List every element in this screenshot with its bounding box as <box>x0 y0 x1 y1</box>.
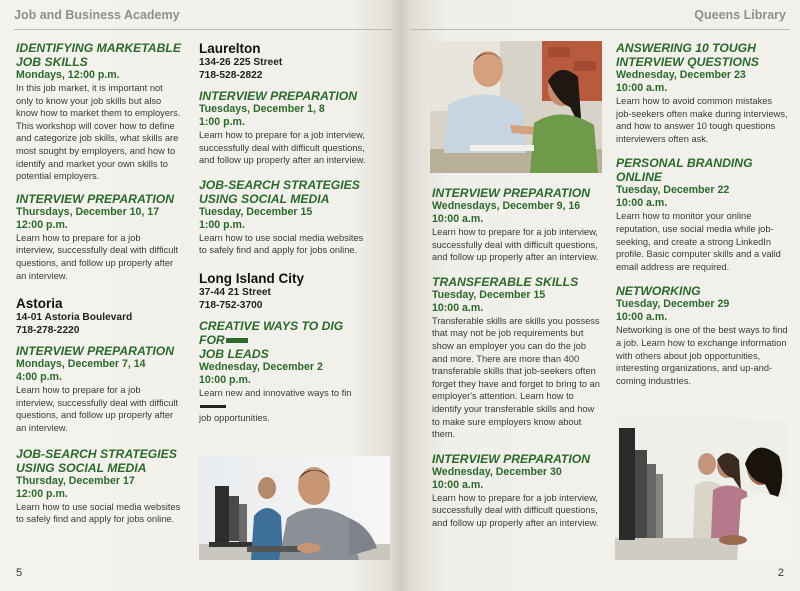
event-time: 10:00 a.m. <box>616 197 668 210</box>
event-time: 10:00 a.m. <box>616 82 668 94</box>
event-time: 10:00 a.m. <box>432 478 484 491</box>
event-when: Wednesday, December 23 <box>616 69 746 81</box>
event-creative-ways <box>199 319 371 425</box>
event-title: JOB-SEARCH STRATEGIES USING SOCIAL MEDIA <box>16 446 177 475</box>
event-interview-prep <box>432 186 604 264</box>
event-time: 1:00 p.m. <box>199 116 245 128</box>
event-title: JOB-SEARCH STRATEGIES USING SOCIAL MEDIA <box>199 177 360 206</box>
event-text: Learn how to prepare for a job interview, successfully deal with difficult questions, and follow up properly after an interview. <box>199 130 366 166</box>
event-text: Learn how to prepare for a job interview, successfully deal with difficult questions, and follow up properly after an interview. <box>432 227 599 263</box>
event-text: Learn how to prepare for a job interview, successfully deal with difficult questions, and follow up properly after an interview. <box>432 492 599 528</box>
branch-laurelton <box>199 41 371 257</box>
event-when: Tuesday, December 15 <box>432 288 546 301</box>
event-text-part: Learn new and innovative ways to fin <box>199 387 352 398</box>
branch-phone: 718-752-3700 <box>199 299 263 311</box>
event-networking <box>616 284 788 387</box>
branch-phone: 718-528-2822 <box>199 70 263 81</box>
event-time: 10:00 p.m. <box>199 373 251 386</box>
event-text: Learn how to use social media websites to safely find and apply for jobs online. <box>16 501 181 525</box>
event-time: 12:00 p.m. <box>16 218 68 231</box>
event-text: Learn how to use social media websites to safely find and apply for jobs online. <box>199 232 364 256</box>
event-text-line2: job opportunities. <box>199 413 270 424</box>
branch-name: Astoria <box>16 296 63 312</box>
event-title-part: CREATIVE WAYS TO DIG FOR <box>199 318 344 347</box>
header-rule <box>410 29 790 30</box>
event-when: Tuesday, December 22 <box>616 184 730 197</box>
event-when: Tuesday, December 15 <box>199 205 313 218</box>
event-text <box>199 387 371 412</box>
branch-long-island-city <box>199 271 371 425</box>
left-column-1 <box>16 41 181 535</box>
event-when: Mondays, 12:00 p.m. <box>16 69 120 81</box>
print-smudge <box>200 405 226 408</box>
event-title: NETWORKING <box>616 284 701 299</box>
page-number-left: 5 <box>16 567 23 579</box>
right-page <box>400 0 800 591</box>
event-time: 1:00 p.m. <box>199 218 245 231</box>
event-time: 12:00 p.m. <box>16 487 68 500</box>
event-text: Learn how to prepare for a job interview, successfully deal with difficult questions, and follow up properly after an interview. <box>16 385 179 433</box>
event-title: ANSWERING 10 TOUGH INTERVIEW QUESTIONS <box>616 41 759 69</box>
header-rule <box>14 29 392 30</box>
photo-interview-handshake <box>430 41 602 173</box>
photo-man-at-computer <box>199 456 390 560</box>
print-smudge <box>226 338 248 343</box>
event-identifying-skills <box>16 41 181 183</box>
event-when: Mondays, December 7, 14 <box>16 358 146 371</box>
branch-address: 134-26 225 Street <box>199 57 283 68</box>
page-number-right: 2 <box>777 567 784 579</box>
event-social-media <box>16 447 181 526</box>
event-interview-prep <box>16 192 181 282</box>
right-column-2 <box>616 41 788 396</box>
event-personal-branding <box>616 156 788 273</box>
event-when: Wednesday, December 2 <box>199 360 323 373</box>
photo-women-at-computers <box>615 420 788 560</box>
event-when: Wednesday, December 30 <box>432 465 562 478</box>
event-title: INTERVIEW PREPARATION <box>16 191 174 206</box>
event-title: INTERVIEW PREPARATION <box>432 451 590 466</box>
event-when: Tuesdays, December 1, 8 <box>199 103 325 115</box>
event-title: IDENTIFYING MARKETABLE JOB SKILLS <box>16 41 181 69</box>
event-title: PERSONAL BRANDING ONLINE <box>616 156 753 185</box>
event-text: Learn how to monitor your online reputation, use social media while job-seeking, and create a strong LinkedIn profile. Basic computer skills and a valid email address are required. <box>616 211 781 272</box>
event-text: Learn how to avoid common mistakes job-seekers often make during interviews, and how to answer 10 tough questions interviewers often ask. <box>616 96 788 144</box>
event-title: INTERVIEW PREPARATION <box>199 89 357 103</box>
event-interview-prep <box>199 89 371 167</box>
event-tough-questions <box>616 41 788 145</box>
event-text: Transferable skills are skills you possess that may not be job requirements but show an employer you can do the job and more. There are more than 400 transferable skills that job-seekers often forget they have and forget to bring to an employer's attention. Learn how to identify your transferable skills and how to make sure employers know about them. <box>432 315 600 440</box>
event-title: TRANSFERABLE SKILLS <box>432 274 579 289</box>
event-title <box>199 319 371 347</box>
event-title: INTERVIEW PREPARATION <box>16 344 174 359</box>
event-when: Thursdays, December 10, 17 <box>16 205 160 218</box>
event-when: Tuesday, December 29 <box>616 298 730 311</box>
event-text: Learn how to prepare for a job interview, successfully deal with difficult questions, and follow up properly after an interview. <box>16 232 179 281</box>
event-title-line2: JOB LEADS <box>199 346 269 361</box>
event-time: 10:00 a.m. <box>432 213 484 225</box>
event-text: Networking is one of the best ways to find a job. Learn how to exchange information with others about job opportunities, interesting organizations, and up-and-coming industries. <box>616 325 788 386</box>
event-when: Thursday, December 17 <box>16 474 135 487</box>
branch-name: Long Island City <box>199 270 305 286</box>
event-time: 10:00 a.m. <box>432 301 484 314</box>
event-time: 10:00 a.m. <box>616 311 668 324</box>
branch-address: 37-44 21 Street <box>199 286 271 298</box>
running-head-right: Queens Library <box>694 8 786 22</box>
event-time: 4:00 p.m. <box>16 371 62 384</box>
event-interview-prep-2 <box>432 452 604 530</box>
branch-astoria <box>16 296 181 526</box>
running-head-left: Job and Business Academy <box>14 8 180 22</box>
branch-name: Laurelton <box>199 41 261 56</box>
event-transferable-skills <box>432 275 604 441</box>
branch-address: 14-01 Astoria Boulevard <box>16 312 133 324</box>
event-when: Wednesdays, December 9, 16 <box>432 200 581 212</box>
right-column-1 <box>432 186 604 539</box>
event-title: INTERVIEW PREPARATION <box>432 186 590 200</box>
branch-phone: 718-278-2220 <box>16 325 80 337</box>
event-interview-prep <box>16 344 181 434</box>
left-column-2 <box>199 41 371 434</box>
event-text: In this job market, it is important not only to know your job skills but also know how to market them to employers. This workshop will cover how to define and categorize job skills, what skills are most sought by employers, and how to identify and market your own skills to potential employers. <box>16 83 181 182</box>
event-social-media <box>199 178 371 257</box>
